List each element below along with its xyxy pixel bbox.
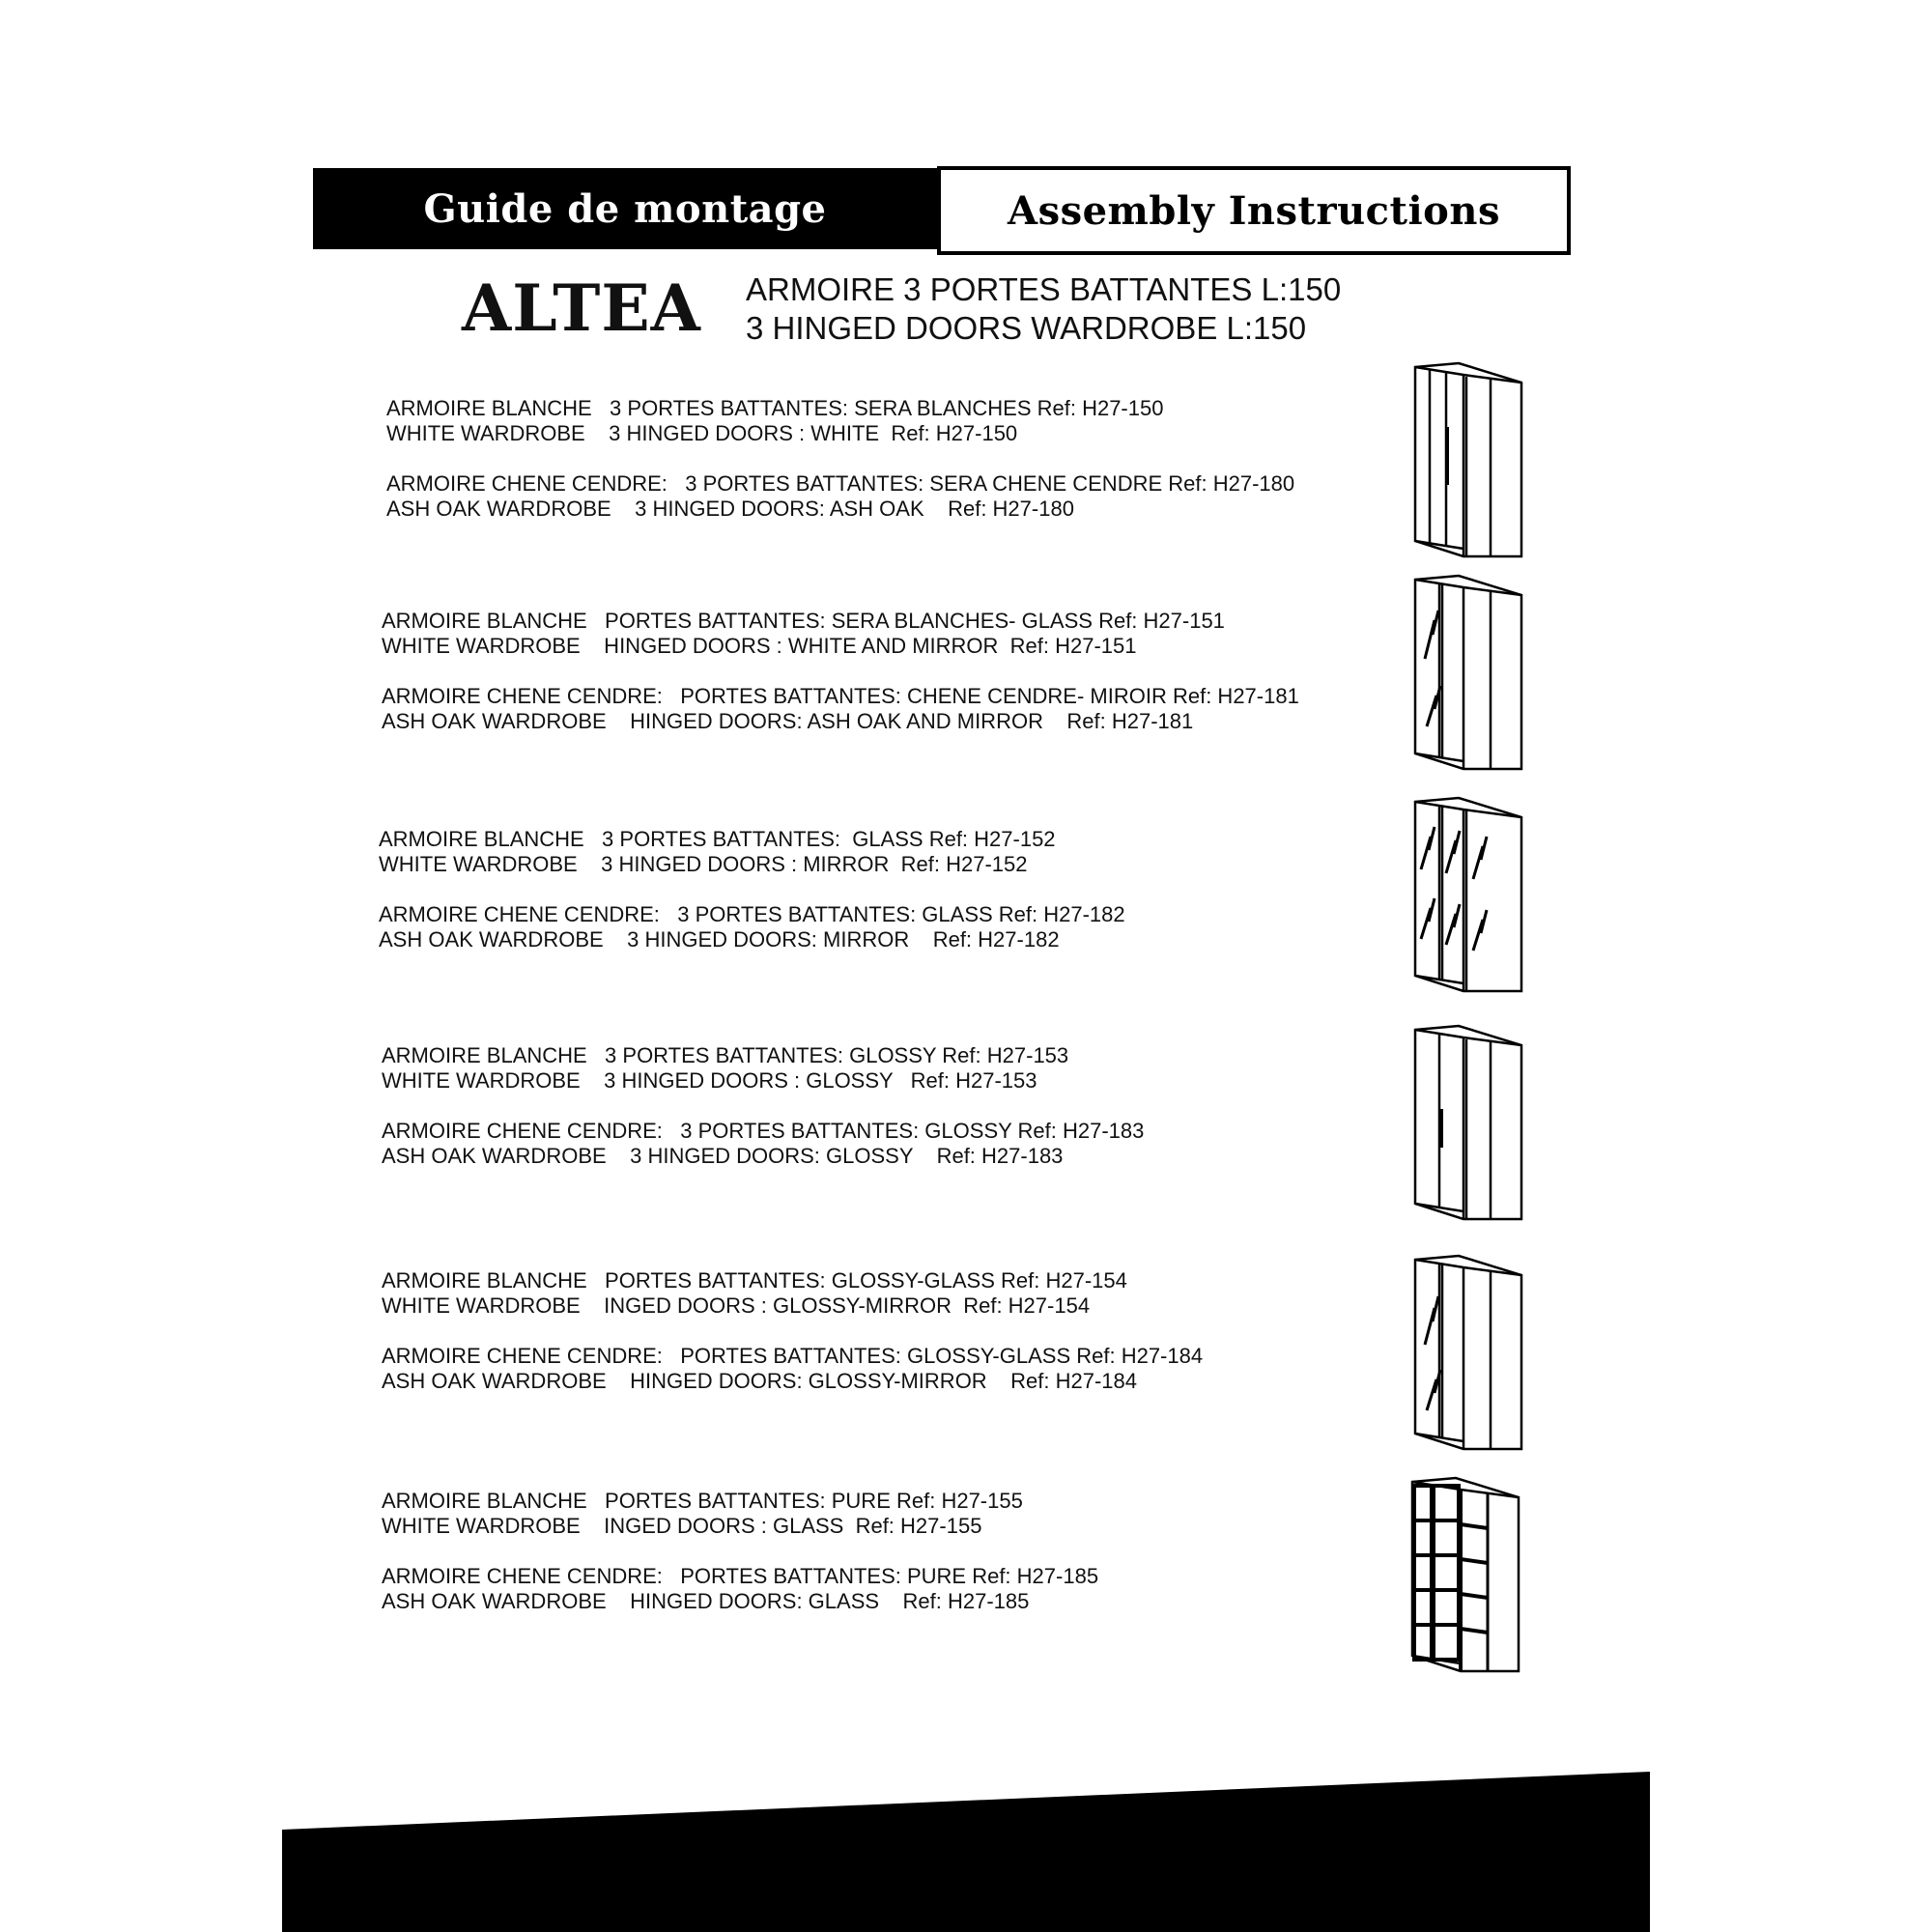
wardrobe-glossy-icon bbox=[1406, 1022, 1531, 1225]
footer-band bbox=[282, 1772, 1650, 1932]
wardrobe-three-mirror-icon bbox=[1406, 794, 1531, 997]
product-subtitle bbox=[746, 270, 1341, 348]
entry-line: WHITE WARDROBE INGED DOORS : GLOSSY-MIRROR Ref: H27-154 bbox=[382, 1293, 1091, 1318]
entry-line: ARMOIRE BLANCHE PORTES BATTANTES: PURE Ref: H27-155 bbox=[382, 1489, 1023, 1513]
entry-line: ASH OAK WARDROBE HINGED DOORS: GLASS Ref: H27-185 bbox=[382, 1589, 1030, 1613]
header-title-french: Guide de montage bbox=[313, 168, 937, 249]
entry-line: WHITE WARDROBE 3 HINGED DOORS : GLOSSY Ref: H27-153 bbox=[382, 1068, 1037, 1093]
wardrobe-one-mirror-icon bbox=[1406, 572, 1531, 775]
entry-line: ARMOIRE BLANCHE 3 PORTES BATTANTES: GLOSSY Ref: H27-153 bbox=[382, 1043, 1069, 1067]
entry-line: WHITE WARDROBE 3 HINGED DOORS : MIRROR Ref: H27-152 bbox=[379, 852, 1028, 876]
entry-line: ASH OAK WARDROBE 3 HINGED DOORS: MIRROR Ref: H27-182 bbox=[379, 927, 1060, 952]
entry-line: ASH OAK WARDROBE 3 HINGED DOORS: ASH OAK Ref: H27-180 bbox=[386, 497, 1074, 521]
entry-line: WHITE WARDROBE HINGED DOORS : WHITE AND MIRROR Ref: H27-151 bbox=[382, 634, 1137, 658]
entry-line: ARMOIRE BLANCHE 3 PORTES BATTANTES: SERA BLANCHES Ref: H27-150 bbox=[386, 396, 1164, 420]
entry-line: ASH OAK WARDROBE 3 HINGED DOORS: GLOSSY Ref: H27-183 bbox=[382, 1144, 1064, 1168]
subtitle-french: ARMOIRE 3 PORTES BATTANTES L:150 bbox=[746, 271, 1342, 307]
entry-line: WHITE WARDROBE 3 HINGED DOORS : WHITE Ref: H27-150 bbox=[386, 421, 1018, 445]
variant-entry bbox=[386, 396, 1294, 522]
entry-line: ASH OAK WARDROBE HINGED DOORS: GLOSSY-MIRROR Ref: H27-184 bbox=[382, 1369, 1137, 1393]
entry-line: ARMOIRE BLANCHE 3 PORTES BATTANTES: GLASS Ref: H27-152 bbox=[379, 827, 1056, 851]
product-name: ALTEA bbox=[462, 270, 701, 346]
variant-entry bbox=[379, 827, 1125, 952]
entry-line: ARMOIRE CHENE CENDRE: PORTES BATTANTES: PURE Ref: H27-185 bbox=[382, 1564, 1099, 1588]
entry-line: ARMOIRE CHENE CENDRE: 3 PORTES BATTANTES: GLASS Ref: H27-182 bbox=[379, 902, 1125, 926]
entry-line: ASH OAK WARDROBE HINGED DOORS: ASH OAK AND MIRROR Ref: H27-181 bbox=[382, 709, 1194, 733]
subtitle-english: 3 HINGED DOORS WARDROBE L:150 bbox=[746, 310, 1307, 346]
entry-line: WHITE WARDROBE INGED DOORS : GLASS Ref: H27-155 bbox=[382, 1514, 982, 1538]
entry-line: ARMOIRE BLANCHE PORTES BATTANTES: SERA BLANCHES- GLASS Ref: H27-151 bbox=[382, 609, 1225, 633]
entry-line: ARMOIRE CHENE CENDRE: 3 PORTES BATTANTES: SERA CHENE CENDRE Ref: H27-180 bbox=[386, 471, 1295, 496]
header-title-english: Assembly Instructions bbox=[937, 166, 1571, 255]
variant-entry bbox=[382, 1268, 1203, 1394]
variant-entry bbox=[382, 609, 1299, 734]
entry-line: ARMOIRE CHENE CENDRE: 3 PORTES BATTANTES: GLOSSY Ref: H27-183 bbox=[382, 1119, 1145, 1143]
variant-entry bbox=[382, 1043, 1144, 1169]
wardrobe-grid-glass-icon bbox=[1403, 1474, 1528, 1677]
wardrobe-glossy-mirror-icon bbox=[1406, 1252, 1531, 1455]
entry-line: ARMOIRE CHENE CENDRE: PORTES BATTANTES: CHENE CENDRE- MIROIR Ref: H27-181 bbox=[382, 684, 1299, 708]
entry-line: ARMOIRE BLANCHE PORTES BATTANTES: GLOSSY-GLASS Ref: H27-154 bbox=[382, 1268, 1127, 1293]
wardrobe-plain-icon bbox=[1406, 359, 1531, 562]
entry-line: ARMOIRE CHENE CENDRE: PORTES BATTANTES: GLOSSY-GLASS Ref: H27-184 bbox=[382, 1344, 1204, 1368]
variant-entry bbox=[382, 1489, 1098, 1614]
